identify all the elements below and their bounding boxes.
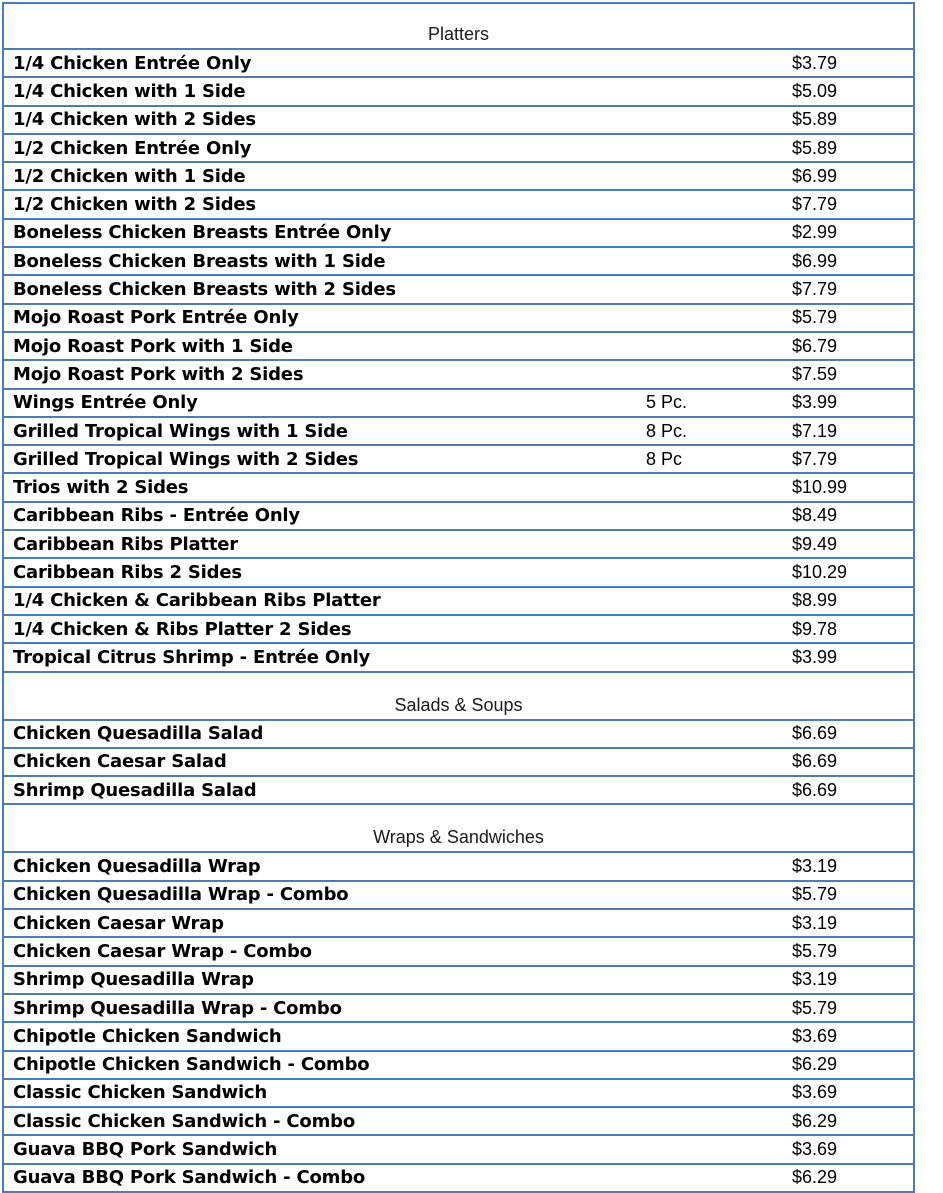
item-name: 1/2 Chicken Entrée Only [13,137,252,159]
item-price: $6.29 [792,1167,838,1188]
item-name: Shrimp Quesadilla Wrap [13,969,254,991]
menu-item-row [4,749,913,777]
item-name: Grilled Tropical Wings with 2 Sides [13,448,359,470]
item-price: $3.99 [792,392,838,413]
item-price: $7.79 [792,194,838,215]
item-price: $6.29 [792,1110,838,1131]
item-price: $3.79 [792,52,838,73]
menu-item-row [4,248,913,276]
item-name: Mojo Roast Pork with 2 Sides [13,363,304,385]
menu-table [2,2,915,1193]
item-price: $7.59 [792,363,838,384]
item-price: $9.49 [792,533,838,554]
item-price: $5.09 [792,80,838,101]
item-name: Guava BBQ Pork Sandwich [13,1139,278,1161]
menu-item-row [4,910,913,938]
item-quantity: 8 Pc. [646,420,688,441]
section-header [4,673,913,721]
menu-item-row [4,1165,913,1193]
menu-item-row [4,446,913,474]
menu-item-row [4,78,913,106]
menu-item-row [4,1023,913,1051]
menu-item-row [4,333,913,361]
item-price: $3.69 [792,1025,838,1046]
item-name: 1/2 Chicken with 2 Sides [13,194,256,216]
item-price: $3.69 [792,1082,838,1103]
menu-item-row [4,220,913,248]
item-price: $7.19 [792,420,838,441]
item-price: $3.99 [792,646,838,667]
item-name: Boneless Chicken Breasts with 2 Sides [13,279,396,301]
item-name: Mojo Roast Pork with 1 Side [13,335,293,357]
menu-item-row [4,882,913,910]
item-name: 1/2 Chicken with 1 Side [13,165,246,187]
item-name: Classic Chicken Sandwich [13,1082,267,1104]
item-name: Mojo Roast Pork Entrée Only [13,307,299,329]
menu-item-row [4,644,913,672]
menu-item-row [4,853,913,881]
item-price: $5.89 [792,109,838,130]
item-name: Chipotle Chicken Sandwich - Combo [13,1054,370,1076]
section-title: Wraps & Sandwiches [373,827,544,848]
item-price: $5.79 [792,997,838,1018]
item-price: $6.29 [792,1054,838,1075]
item-price: $3.19 [792,912,838,933]
item-name: Chicken Caesar Wrap - Combo [13,940,312,962]
item-name: Chicken Quesadilla Salad [13,723,264,745]
item-price: $8.49 [792,505,838,526]
menu-item-row [4,1080,913,1108]
item-name: Boneless Chicken Breasts Entrée Only [13,222,392,244]
item-price: $6.69 [792,723,838,744]
item-name: 1/4 Chicken with 2 Sides [13,109,256,131]
menu-item-row [4,163,913,191]
menu-item-row [4,938,913,966]
menu-item-row [4,588,913,616]
menu-item-row [4,390,913,418]
item-price: $3.19 [792,856,838,877]
item-name: Chicken Quesadilla Wrap [13,856,261,878]
item-price: $6.99 [792,165,838,186]
menu-item-row [4,305,913,333]
menu-item-row [4,135,913,163]
item-price: $6.69 [792,779,838,800]
item-name: 1/4 Chicken & Caribbean Ribs Platter [13,590,381,612]
item-price: $7.79 [792,279,838,300]
menu-item-row [4,616,913,644]
item-price: $5.79 [792,884,838,905]
item-price: $3.19 [792,969,838,990]
menu-item-row [4,531,913,559]
item-name: Shrimp Quesadilla Wrap - Combo [13,997,342,1019]
menu-item-row [4,721,913,749]
item-quantity: 5 Pc. [646,392,688,413]
item-name: Caribbean Ribs 2 Sides [13,561,242,583]
item-name: Shrimp Quesadilla Salad [13,779,257,801]
menu-item-row [4,995,913,1023]
item-price: $8.99 [792,590,838,611]
menu-item-row [4,559,913,587]
menu-item-row [4,361,913,389]
item-price: $3.69 [792,1139,838,1160]
item-price: $5.79 [792,940,838,961]
section-header [4,805,913,853]
item-price: $5.89 [792,137,838,158]
item-name: Classic Chicken Sandwich - Combo [13,1110,355,1132]
item-name: Chicken Caesar Wrap [13,912,224,934]
item-name: Caribbean Ribs Platter [13,533,238,555]
section-header [4,4,913,50]
menu-item-row [4,967,913,995]
menu-item-row [4,1052,913,1080]
item-price: $9.78 [792,618,838,639]
menu-item-row [4,50,913,78]
menu-item-row [4,503,913,531]
item-price: $5.79 [792,307,838,328]
item-price: $10.99 [792,477,848,498]
item-name: 1/4 Chicken with 1 Side [13,80,246,102]
item-name: Chicken Quesadilla Wrap - Combo [13,884,349,906]
item-name: Caribbean Ribs - Entrée Only [13,505,300,527]
menu-item-row [4,418,913,446]
section-title: Platters [427,24,490,44]
item-name: 1/4 Chicken & Ribs Platter 2 Sides [13,618,352,640]
menu-item-row [4,1108,913,1136]
item-name: Grilled Tropical Wings with 1 Side [13,420,348,442]
item-name: Boneless Chicken Breasts with 1 Side [13,250,386,272]
item-name: Guava BBQ Pork Sandwich - Combo [13,1167,366,1189]
item-price: $6.79 [792,335,838,356]
menu-item-row [4,1136,913,1164]
item-quantity: 8 Pc [646,448,683,469]
section-title: Salads & Soups [394,694,523,715]
menu-item-row [4,474,913,502]
menu-item-row [4,107,913,135]
item-name: Trios with 2 Sides [13,477,189,499]
item-price: $2.99 [792,222,838,243]
item-name: Chipotle Chicken Sandwich [13,1025,282,1047]
item-name: 1/4 Chicken Entrée Only [13,52,252,74]
item-name: Wings Entrée Only [13,392,198,414]
item-name: Tropical Citrus Shrimp - Entrée Only [13,646,371,668]
item-price: $10.29 [792,561,848,582]
item-name: Chicken Caesar Salad [13,751,227,773]
menu-item-row [4,191,913,219]
item-price: $6.69 [792,751,838,772]
item-price: $6.99 [792,250,838,271]
item-price: $7.79 [792,448,838,469]
menu-item-row [4,777,913,805]
menu-item-row [4,276,913,304]
